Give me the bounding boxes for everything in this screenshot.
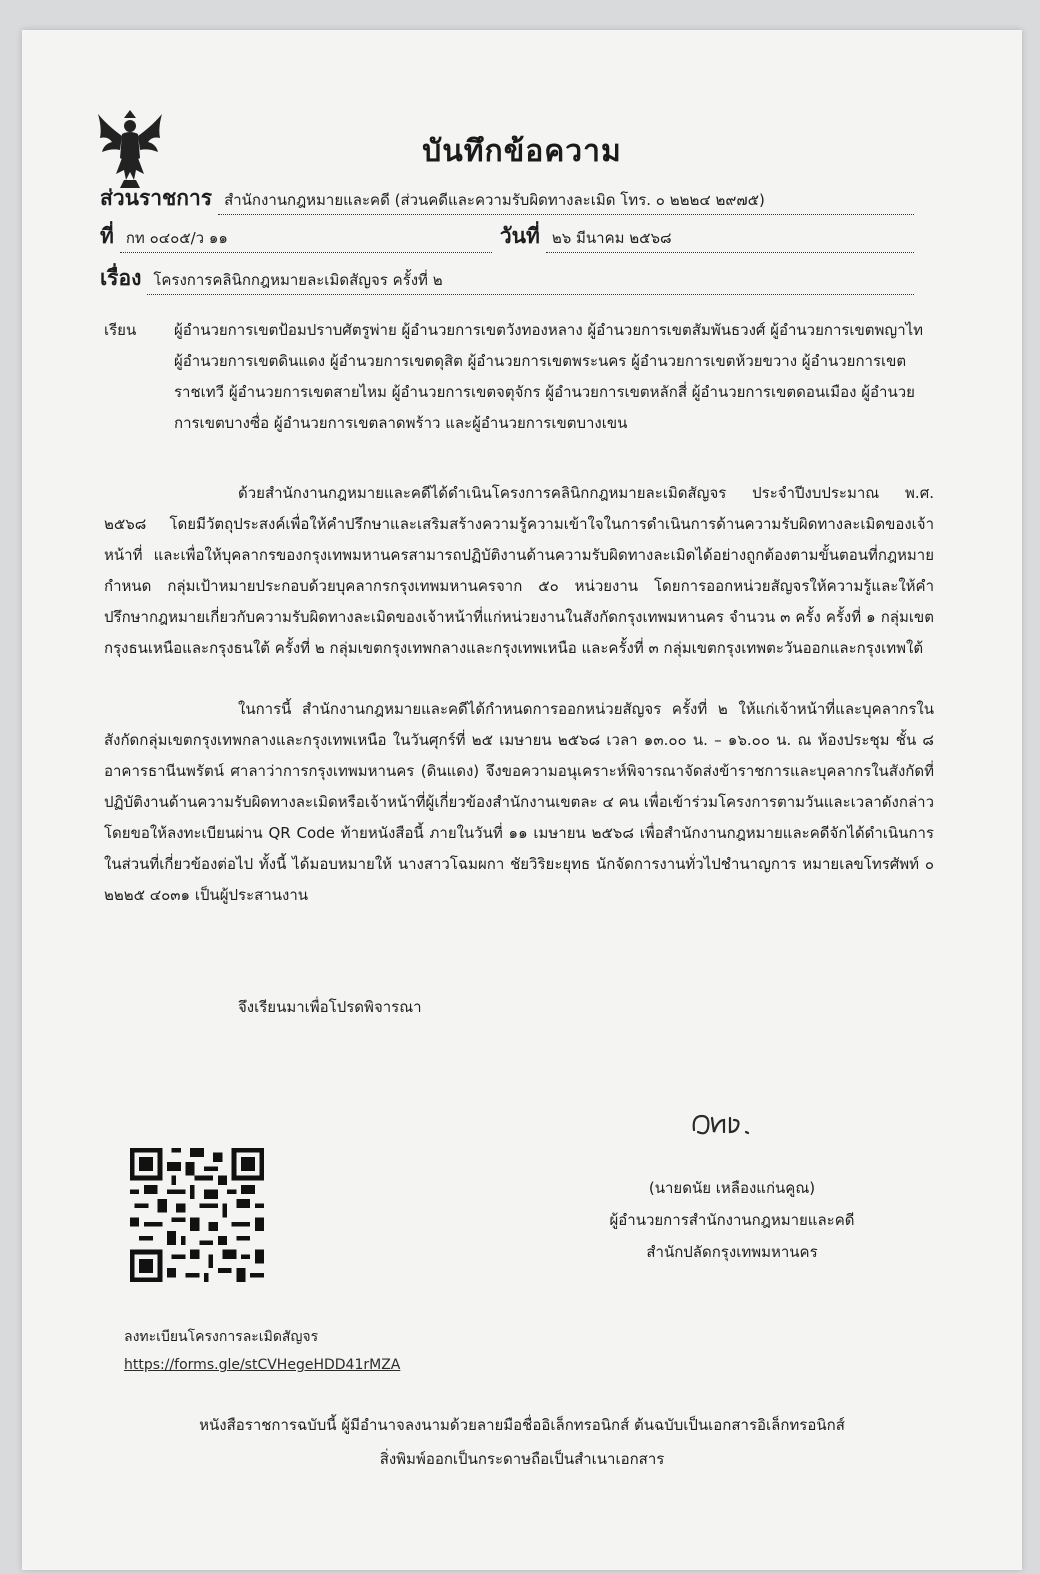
footer-note — [22, 1408, 1022, 1476]
body-paragraph-2: ในการนี้ สำนักงานกฎหมายและคดีได้กำหนดการออกหน่วยสัญจร ครั้งที่ ๒ ให้แก่เจ้าหน้าที่และบุคลากรในสังกัดกลุ่มเขตกรุงเทพกลางและกรุงเทพเหนือ ในวันศุกร์ที่ ๒๕ เมษายน ๒๕๖๘ เวลา ๑๓.๐๐ น. – ๑๖.๐๐ น. ณ ห้องประชุม ชั้น ๘ อาคารธานีนพรัตน์ ศาลาว่าการกรุงเทพมหานคร (ดินแดง) จึงขอความอนุเคราะห์พิจารณาจัดส่งข้าราชการและบุคลากรในสังกัดที่ปฏิบัติงานด้านความรับผิดทางละเมิดหรือเจ้าหน้าที่ผู้เกี่ยวข้องสำนักงานเขตละ ๔ คน เพื่อเข้าร่วมโครงการตามวันและเวลาดังกล่าว โดยขอให้ลงทะเบียนผ่าน QR Code ท้ายหนังสือนี้ ภายในวันที่ ๑๑ เมษายน ๒๕๖๘ เพื่อสำนักงานกฎหมายและคดีจักได้ดำเนินการในส่วนที่เกี่ยวข้องต่อไป ทั้งนี้ ได้มอบหมายให้ นางสาวโฉมผกา ชัยวิริยะยุทธ นักจัดการงานทั่วไปชำนาญการ หมายเลขโทรศัพท์ ๐ ๒๒๒๕ ๔๐๓๑ เป็นผู้ประสานงาน — [104, 700, 934, 904]
registration-link[interactable]: https://forms.gle/stCVHegeHDD41rMZA — [124, 1357, 401, 1373]
agency-label: ส่วนราชการ — [100, 186, 213, 210]
registration-label: ลงทะเบียนโครงการละเมิดสัญจร — [124, 1329, 319, 1345]
date-value: ๒๖ มีนาคม ๒๕๖๘ — [546, 226, 914, 253]
subject-row — [100, 262, 914, 295]
date-label: วันที่ — [499, 224, 540, 248]
document-page — [22, 30, 1022, 1570]
subject-value: โครงการคลินิกกฎหมายละเมิดสัญจร ครั้งที่ ๒ — [147, 268, 914, 295]
signer-position: ผู้อำนวยการสำนักงานกฎหมายและคดี — [609, 1211, 855, 1229]
agency-value: สำนักงานกฎหมายและคดี (ส่วนคดีและความรับผิดทางละเมิด โทร. ๐ ๒๒๒๔ ๒๙๗๕) — [218, 188, 914, 215]
reference-value: กท ๐๔๐๕/ว ๑๑ — [120, 226, 492, 253]
salutation-label: เรียน — [104, 321, 137, 339]
reference-label: ที่ — [100, 224, 114, 248]
agency-row — [100, 182, 914, 215]
body-paragraph-1: ด้วยสำนักงานกฎหมายและคดีได้ดำเนินโครงการคลินิกกฎหมายละเมิดสัญจร ประจำปีงบประมาณ พ.ศ. ๒๕๖๘ โดยมีวัตถุประสงค์เพื่อให้คำปรึกษาและเสริมสร้างความรู้ความเข้าใจในการดำเนินการด้านความรับผิดทางละเมิดของเจ้าหน้าที่ และเพื่อให้บุคลากรของกรุงเทพมหานครสามารถปฏิบัติงานด้านความรับผิดทางละเมิดได้อย่างถูกต้องตามขั้นตอนที่กฎหมายกำหนด กลุ่มเป้าหมายประกอบด้วยบุคลากรกรุงเทพมหานครจาก ๕๐ หน่วยงาน โดยการออกหน่วยสัญจรให้ความรู้และให้คำปรึกษากฎหมายเกี่ยวกับความรับผิดทางละเมิดของเจ้าหน้าที่แก่หน่วยงานในสังกัดกรุงเทพมหานคร จำนวน ๓ ครั้ง ครั้งที่ ๑ กลุ่มเขตกรุงธนเหนือและกรุงธนใต้ ครั้งที่ ๒ กลุ่มเขตกรุงเทพกลางและกรุงเทพเหนือ และครั้งที่ ๓ กลุ่มเขตกรุงเทพตะวันออกและกรุงเทพใต้ — [104, 484, 934, 657]
reference-date-row — [100, 220, 914, 253]
handwritten-signature-icon — [688, 1102, 778, 1142]
signer-name: (นายดนัย เหลืองแก่นคูณ) — [648, 1179, 816, 1197]
footer-line-2: สิ่งพิมพ์ออกเป็นกระดาษถือเป็นสำเนาเอกสาร — [379, 1450, 665, 1468]
salutation-recipients: ผู้อำนวยการเขตป้อมปราบศัตรูพ่าย ผู้อำนวยการเขตวังทองหลาง ผู้อำนวยการเขตสัมพันธวงศ์ ผู้อำนวยการเขตพญาไท ผู้อำนวยการเขตดินแดง ผู้อำนวยการเขตดุสิต ผู้อำนวยการเขตพระนคร ผู้อำนวยการเขตห้วยขวาง ผู้อำนวยการเขตราชเทวี ผู้อำนวยการเขตสายไหม ผู้อำนวยการเขตจตุจักร ผู้อำนวยการเขตหลักสี่ ผู้อำนวยการเขตดอนเมือง ผู้อำนวยการเขตบางซื่อ ผู้อำนวยการเขตลาดพร้าว และผู้อำนวยการเขตบางเขน — [174, 321, 924, 432]
signer-block — [562, 1172, 902, 1268]
salutation — [104, 315, 934, 439]
registration-qr-code[interactable] — [130, 1148, 264, 1282]
footer-line-1: หนังสือราชการฉบับนี้ ผู้มีอำนาจลงนามด้วยลายมือชื่ออิเล็กทรอนิกส์ ต้นฉบับเป็นเอกสารอิเล็กทรอนิกส์ — [199, 1416, 845, 1434]
document-title: บันทึกข้อความ — [422, 134, 622, 169]
signer-office: สำนักปลัดกรุงเทพมหานคร — [646, 1243, 818, 1261]
subject-label: เรื่อง — [100, 266, 142, 290]
closing-line: จึงเรียนมาเพื่อโปรดพิจารณา — [238, 998, 422, 1016]
